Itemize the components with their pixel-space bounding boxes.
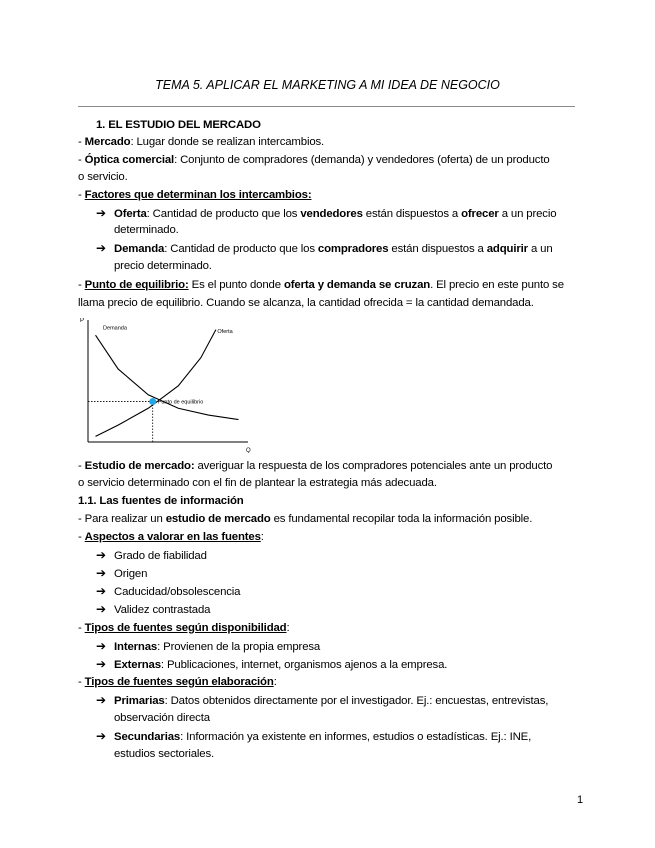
estudio-definition-cont: o servicio determinado con el fin de plantear la estrategia más adecuada. (78, 477, 437, 489)
title-divider (78, 106, 575, 107)
y-axis-label: P (80, 318, 85, 324)
series-demanda-line (96, 335, 239, 419)
list-item-oferta-cont: determinado. (114, 224, 179, 236)
equilibrio-definition-cont: llama precio de equilibrio. Cuando se alcanza, la cantidad ofrecida = la cantidad demandada. (78, 297, 534, 309)
section-heading: 1. EL ESTUDIO DEL MERCADO (96, 119, 261, 131)
disponibilidad-heading: - Tipos de fuentes según disponibilidad: (78, 622, 290, 634)
arrow-icon: ➔ (96, 602, 106, 616)
x-axis-label: Q (246, 448, 251, 453)
arrow-icon: ➔ (96, 584, 106, 598)
list-item-primarias-cont: observación directa (114, 712, 210, 724)
arrow-icon: ➔ (96, 241, 106, 255)
arrow-icon: ➔ (96, 566, 106, 580)
arrow-icon: ➔ (96, 548, 106, 562)
subsection-heading: 1.1. Las fuentes de información (78, 495, 244, 507)
arrow-icon: ➔ (96, 693, 106, 707)
elaboracion-heading: - Tipos de fuentes según elaboración: (78, 676, 277, 688)
list-item-primarias: ➔ Primarias: Datos obtenidos directamente por el investigador. Ej.: encuestas, entrevistas, (96, 693, 549, 707)
list-item-externas: ➔ Externas: Publicaciones, internet, organismos ajenos a la empresa. (96, 657, 448, 671)
supply-label: Oferta (217, 328, 233, 335)
equilibrio-definition: - Punto de equilibrio: Es el punto donde oferta y demanda se cruzan. El precio en este punto se (78, 279, 564, 291)
arrow-icon: ➔ (96, 206, 106, 220)
list-item-secundarias: ➔ Secundarias: Información ya existente en informes, estudios o estadísticas. Ej.: INE, (96, 729, 532, 743)
equilibrium-label: Punto de equilibrio (157, 399, 204, 406)
arrow-icon: ➔ (96, 657, 106, 671)
optica-definition-cont: o servicio. (78, 171, 128, 183)
page-title: TEMA 5. APLICAR EL MARKETING A MI IDEA DE NEGOCIO (155, 78, 500, 92)
aspectos-heading: - Aspectos a valorar en las fuentes: (78, 531, 264, 543)
arrow-icon: ➔ (96, 639, 106, 653)
estudio-definition: - Estudio de mercado: averiguar la respuesta de los compradores potenciales ante un producto (78, 460, 553, 472)
list-item-demanda-cont: precio determinado. (114, 260, 212, 272)
page-number: 1 (577, 794, 584, 806)
optica-definition: - Óptica comercial: Conjunto de compradores (demanda) y vendedores (oferta) de un producto (78, 154, 550, 166)
list-item: ➔ Grado de fiabilidad (96, 548, 207, 562)
list-item-secundarias-cont: estudios sectoriales. (114, 748, 215, 760)
list-item: ➔ Origen (96, 566, 148, 580)
arrow-icon: ➔ (96, 729, 106, 743)
list-item-demanda: ➔ Demanda: Cantidad de producto que los compradores están dispuestos a adquirir a un (96, 241, 553, 255)
list-item: ➔ Caducidad/obsolescencia (96, 584, 241, 598)
series-oferta-line (96, 330, 216, 437)
mercado-definition: - Mercado: Lugar donde se realizan intercambios. (78, 136, 325, 148)
equilibrium-point (149, 398, 156, 405)
list-item-oferta: ➔ Oferta: Cantidad de producto que los vendedores están dispuestos a ofrecer a un precio (96, 206, 557, 220)
factores-heading: - Factores que determinan los intercambios: (78, 189, 312, 201)
list-item: ➔ Validez contrastada (96, 602, 211, 616)
demand-label: Demanda (103, 325, 127, 332)
fuentes-paragraph: - Para realizar un estudio de mercado es fundamental recopilar toda la información posible. (78, 513, 533, 525)
supply-demand-chart (76, 318, 256, 453)
list-item-internas: ➔ Internas: Provienen de la propia empresa (96, 639, 321, 653)
